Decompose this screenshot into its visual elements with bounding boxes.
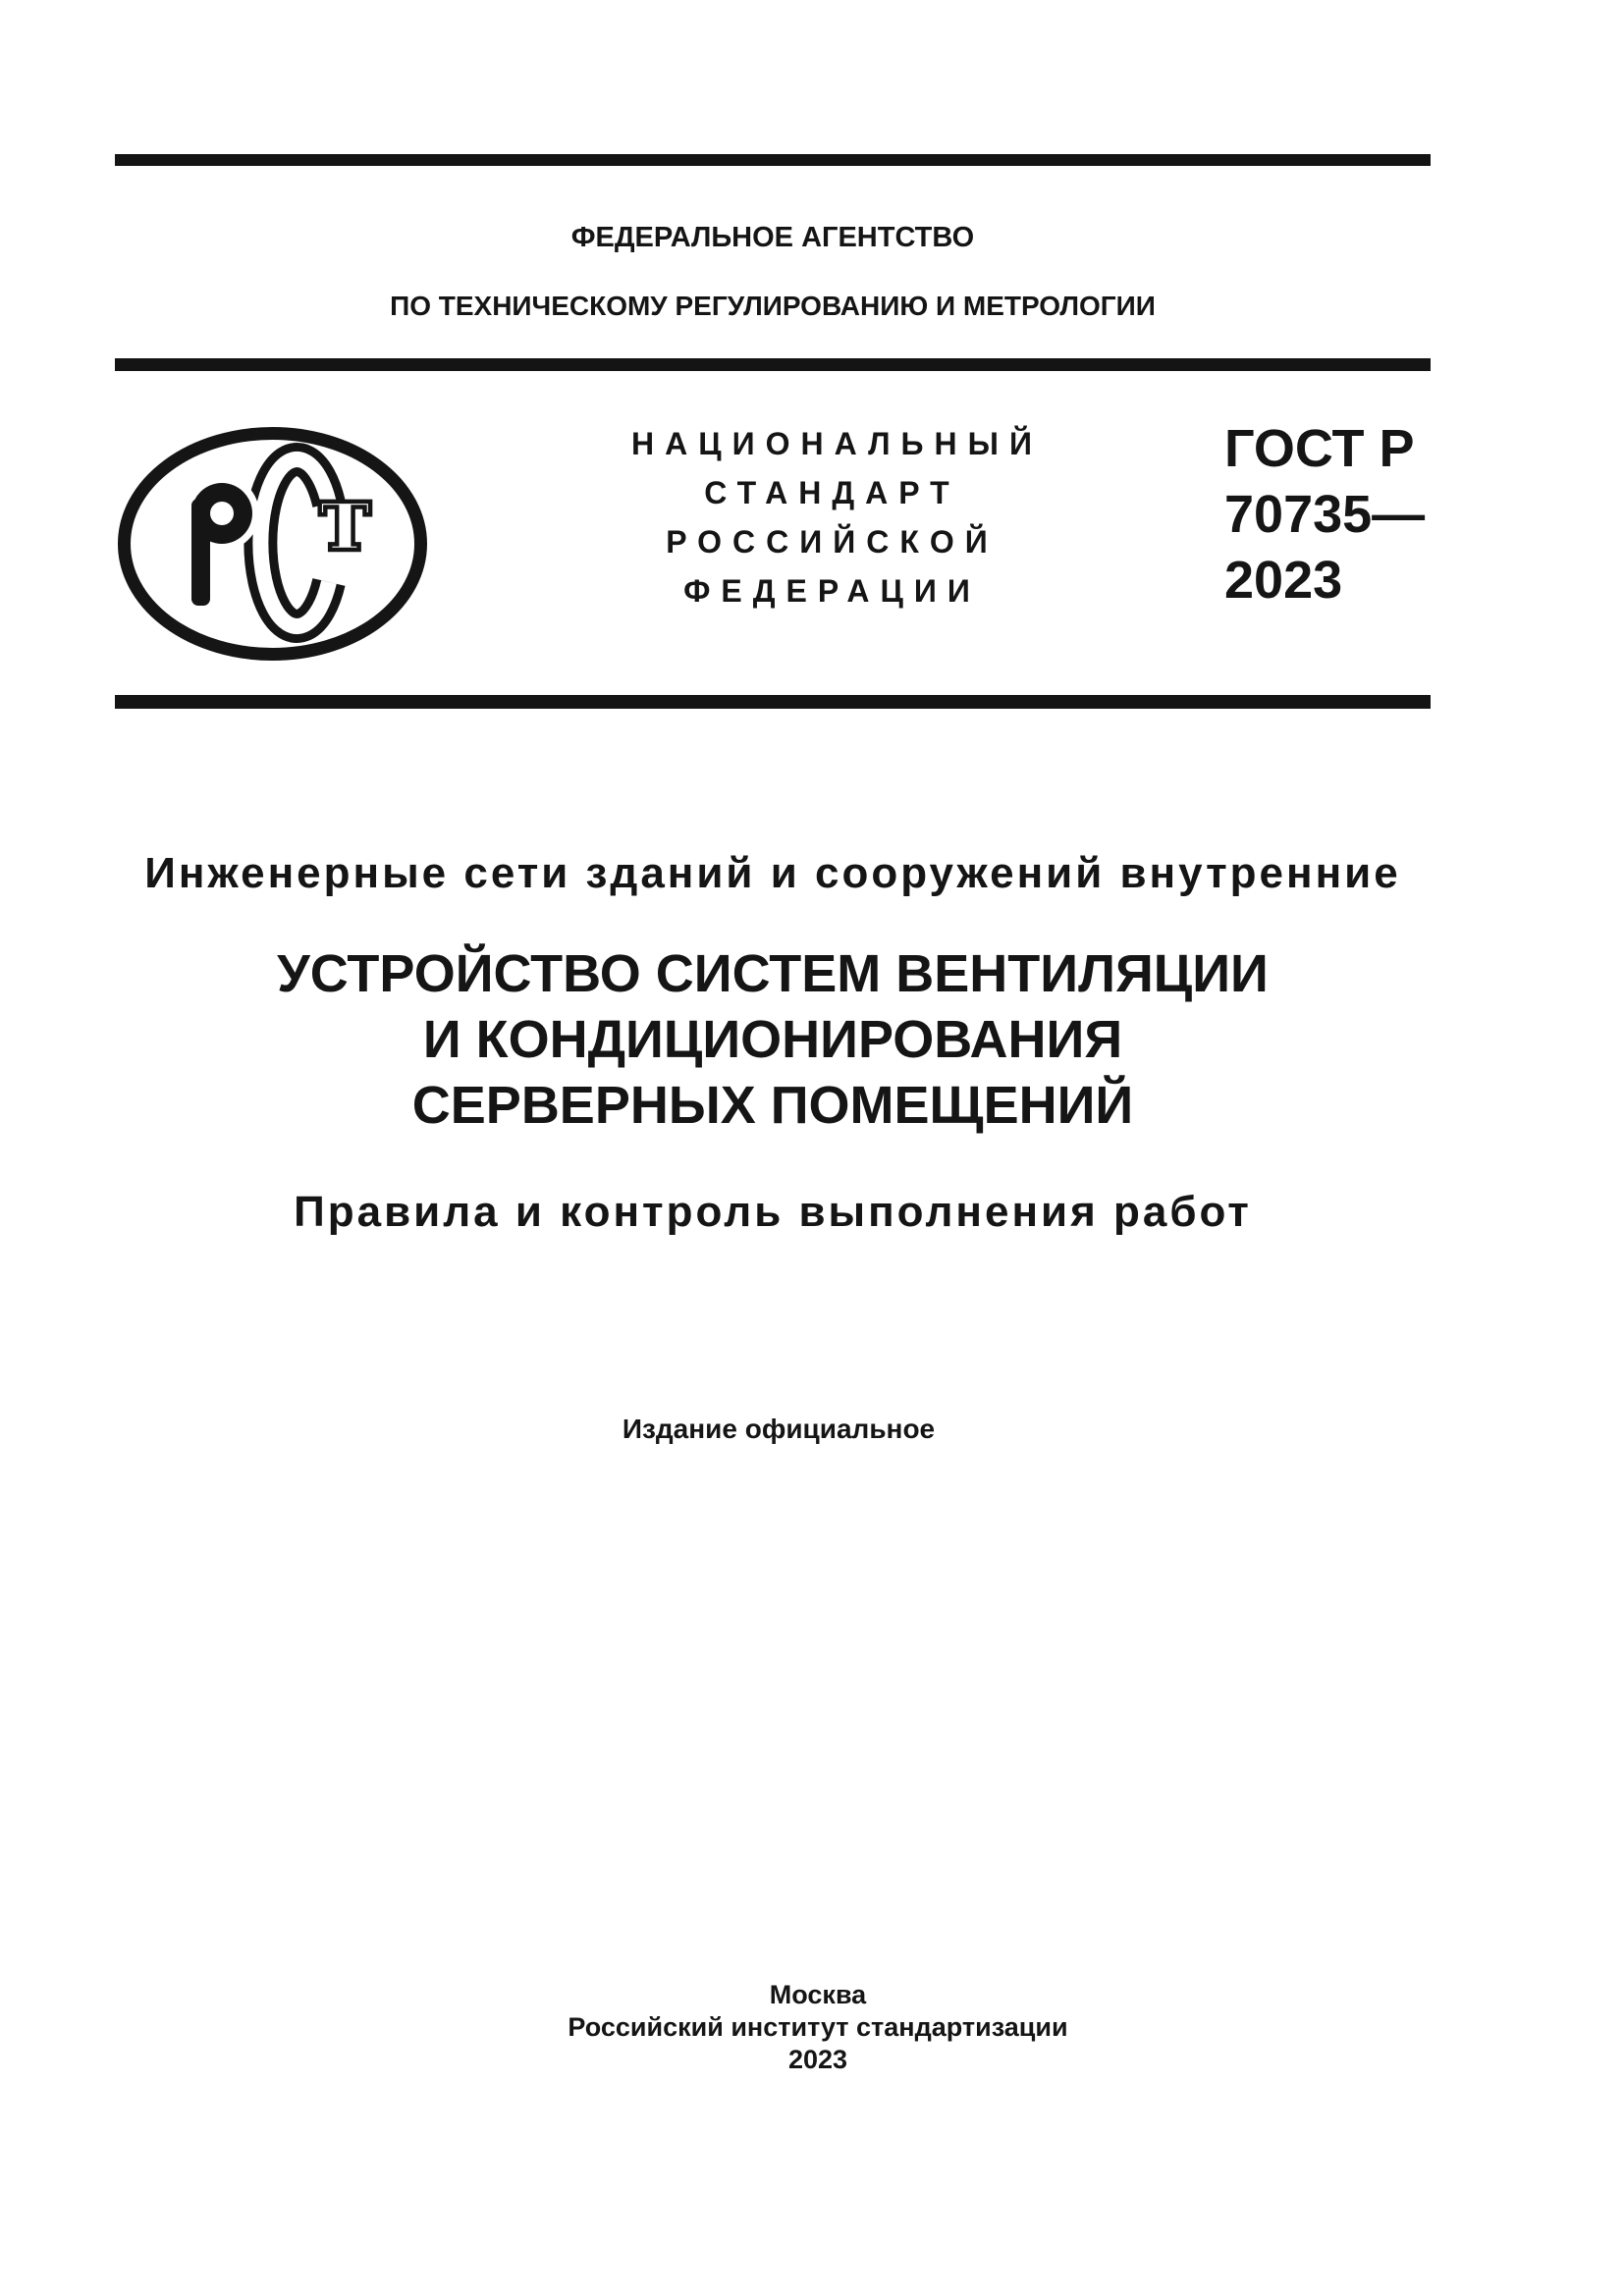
designation-line: 70735— [1224,485,1426,544]
main-title-line: СЕРВЕРНЫХ ПОМЕЩЕНИЙ [411,1076,1134,1135]
standard-group-title: Инженерные сети зданий и сооружений внутренние [144,849,1401,897]
main-title-line: УСТРОЙСТВО СИСТЕМ ВЕНТИЛЯЦИИ [277,944,1269,1003]
logo-letter-p-stem [191,499,210,606]
imprint-year: 2023 [787,2045,848,2074]
middle-rule [115,358,1431,371]
rst-logo-icon [98,412,452,677]
lower-rule [115,695,1431,709]
standard-main-title [115,941,1431,1139]
imprint-city: Москва [769,1980,867,2009]
standard-subtitle: Правила и контроль выполнения работ [294,1188,1252,1236]
designation-line: ГОСТ Р [1224,419,1415,478]
top-rule [115,154,1431,166]
standard-designation [1224,416,1425,614]
standard-type-line: СТАНДАРТ [704,475,960,510]
logo-letter-t: т [316,463,375,572]
standard-type-line: РОССИЙСКОЙ [666,524,999,560]
imprint-block [523,1979,1112,2076]
designation-line: 2023 [1224,551,1343,610]
standard-type-block [621,419,1043,615]
agency-name-line2: ПО ТЕХНИЧЕСКОМУ РЕГУЛИРОВАНИЮ И МЕТРОЛОГИИ [390,291,1156,321]
main-title-line: И КОНДИЦИОНИРОВАНИЯ [422,1010,1123,1069]
logo-letter-p-bowl-hole [210,502,234,525]
agency-header [115,224,1431,320]
standard-type-line: ФЕДЕРАЦИИ [683,573,981,609]
imprint-publisher: Российский институт стандартизации [568,2012,1068,2042]
edition-note: Издание официальное [622,1414,936,1444]
agency-name-line1: ФЕДЕРАЛЬНОЕ АГЕНТСТВО [570,222,975,253]
standard-type-line: НАЦИОНАЛЬНЫЙ [631,426,1043,461]
